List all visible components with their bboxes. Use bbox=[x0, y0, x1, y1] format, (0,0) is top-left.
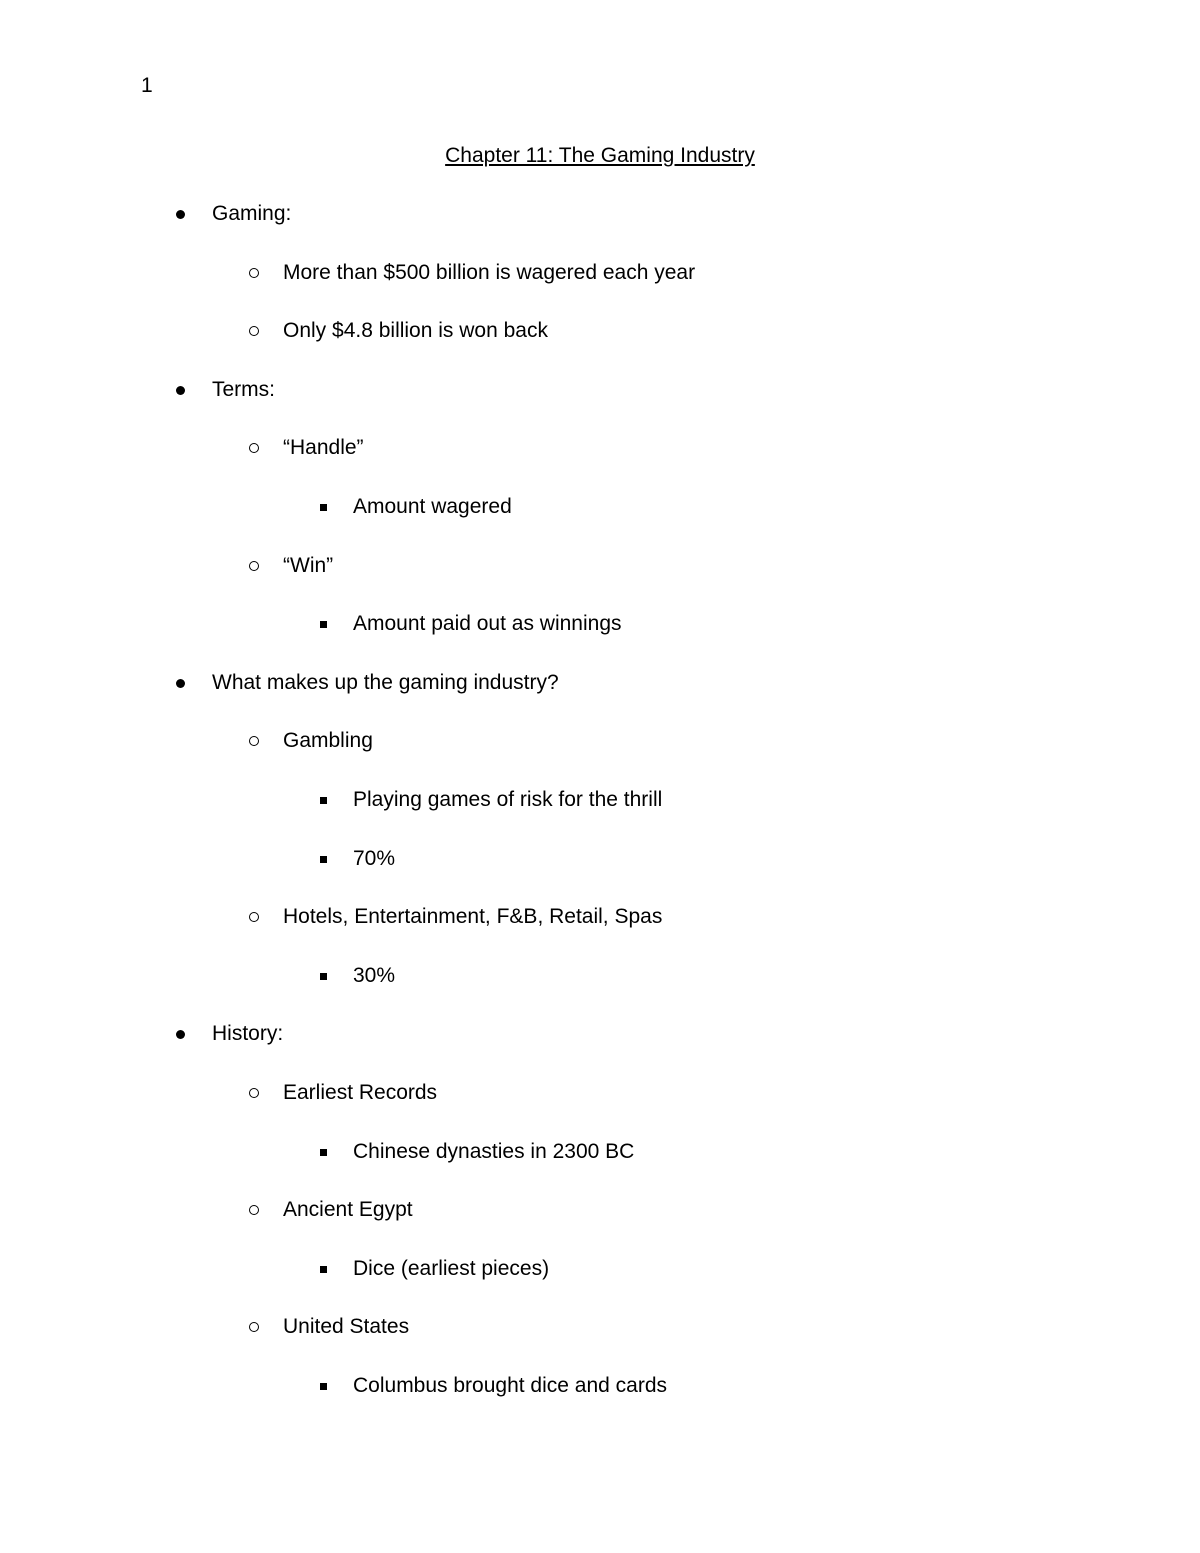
bullet-square-icon bbox=[313, 1372, 333, 1400]
outline-item-level-3 bbox=[0, 1138, 1200, 1166]
outline-item-level-3 bbox=[0, 493, 1200, 521]
outline-item-level-3 bbox=[0, 1372, 1200, 1400]
bullet-square-icon bbox=[313, 1255, 333, 1283]
outline-item-level-2 bbox=[0, 434, 1200, 462]
outline-item-level-3 bbox=[0, 845, 1200, 873]
bullet-circle-icon bbox=[244, 259, 264, 287]
outline-item-level-2 bbox=[0, 317, 1200, 345]
bullet-square-icon bbox=[313, 493, 333, 521]
bullet-circle-icon bbox=[244, 903, 264, 931]
outline-item-level-3 bbox=[0, 786, 1200, 814]
outline-item-text: Dice (earliest pieces) bbox=[353, 1257, 550, 1280]
bullet-disc-icon bbox=[170, 669, 190, 697]
bullet-circle-icon bbox=[244, 1079, 264, 1107]
bullet-square-icon bbox=[313, 1138, 333, 1166]
outline-item-text: Chinese dynasties in 2300 BC bbox=[353, 1140, 635, 1163]
bullet-circle-icon bbox=[244, 317, 264, 345]
bullet-square-icon bbox=[313, 610, 333, 638]
outline-item-level-3 bbox=[0, 962, 1200, 990]
outline-item-level-2 bbox=[0, 552, 1200, 580]
outline-item-level-2 bbox=[0, 1079, 1200, 1107]
bullet-square-icon bbox=[313, 786, 333, 814]
outline-item-text: What makes up the gaming industry? bbox=[212, 671, 559, 694]
outline-item-text: Gaming: bbox=[212, 202, 292, 225]
outline-item-text: Columbus brought dice and cards bbox=[353, 1374, 668, 1397]
bullet-circle-icon bbox=[244, 434, 264, 462]
bullet-circle-icon bbox=[244, 1196, 264, 1224]
outline-item-text: Ancient Egypt bbox=[283, 1198, 413, 1221]
outline-item-text: 70% bbox=[353, 847, 396, 870]
bullet-square-icon bbox=[313, 845, 333, 873]
outline-item-level-2 bbox=[0, 259, 1200, 287]
outline-item-text: Terms: bbox=[212, 378, 275, 401]
bullet-circle-icon bbox=[244, 727, 264, 755]
outline-item-level-2 bbox=[0, 903, 1200, 931]
outline-item-text: “Win” bbox=[283, 554, 334, 577]
outline-item-level-1 bbox=[0, 1020, 1200, 1048]
outline-item-level-1 bbox=[0, 376, 1200, 404]
outline-item-text: United States bbox=[283, 1315, 410, 1338]
bullet-circle-icon bbox=[244, 1313, 264, 1341]
bullet-circle-icon bbox=[244, 552, 264, 580]
outline-item-level-1 bbox=[0, 200, 1200, 228]
outline-item-text: Amount paid out as winnings bbox=[353, 612, 622, 635]
outline-item-text: “Handle” bbox=[283, 436, 364, 459]
bullet-square-icon bbox=[313, 962, 333, 990]
outline-item-text: Earliest Records bbox=[283, 1081, 438, 1104]
outline-item-level-1 bbox=[0, 669, 1200, 697]
outline-item-text: Playing games of risk for the thrill bbox=[353, 788, 663, 811]
outline-item-level-3 bbox=[0, 1255, 1200, 1283]
outline-item-text: More than $500 billion is wagered each year bbox=[283, 261, 696, 284]
outline-item-level-3 bbox=[0, 610, 1200, 638]
outline-item-text: Gambling bbox=[283, 729, 373, 752]
outline-item-text: 30% bbox=[353, 964, 396, 987]
outline-item-text: Hotels, Entertainment, F&B, Retail, Spas bbox=[283, 905, 663, 928]
chapter-title: Chapter 11: The Gaming Industry bbox=[445, 144, 755, 167]
outline-item-level-2 bbox=[0, 727, 1200, 755]
outline-item-text: Amount wagered bbox=[353, 495, 512, 518]
outline-item-level-2 bbox=[0, 1196, 1200, 1224]
bullet-disc-icon bbox=[170, 1020, 190, 1048]
bullet-disc-icon bbox=[170, 376, 190, 404]
page-number: 1 bbox=[141, 74, 153, 97]
bullet-disc-icon bbox=[170, 200, 190, 228]
outline-item-text: History: bbox=[212, 1022, 284, 1045]
outline-item-level-2 bbox=[0, 1313, 1200, 1341]
outline-item-text: Only $4.8 billion is won back bbox=[283, 319, 548, 342]
